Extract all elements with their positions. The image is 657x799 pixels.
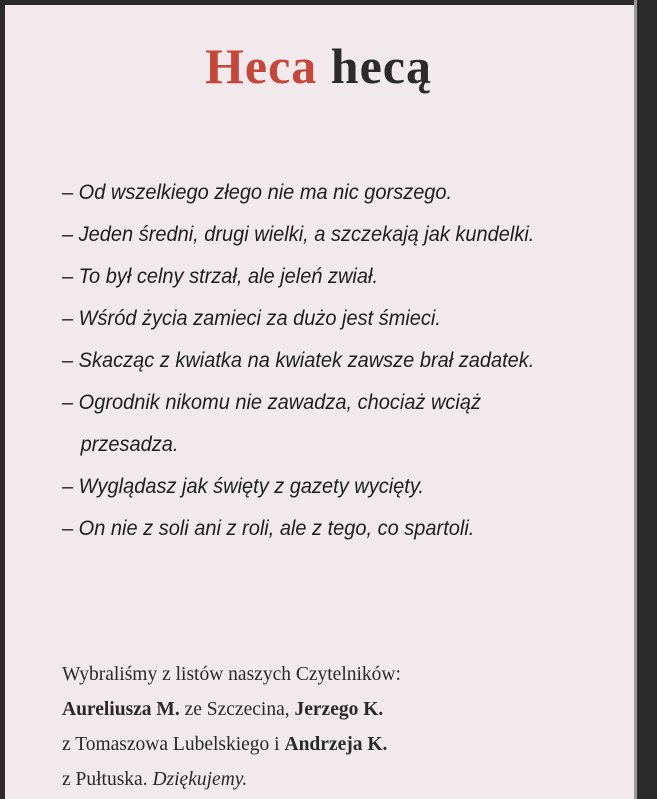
credits-footer — [62, 657, 622, 797]
credit-name: Andrzeja K. — [284, 734, 388, 755]
credit-place: z Pułtuska. — [62, 769, 148, 790]
saying-item: – Wyglądasz jak święty z gazety wycięty. — [62, 474, 424, 498]
border-left — [0, 0, 5, 799]
saying-item: – Wśród życia zamieci za dużo jest śmieci. — [62, 306, 441, 330]
credit-place: ze Szczecina, — [184, 699, 290, 720]
saying-item: – Od wszelkiego złego nie ma nic gorszego. — [62, 180, 453, 204]
border-right — [637, 0, 657, 799]
credit-name: Aureliusza M. — [62, 699, 180, 720]
credits-intro: Wybraliśmy z listów naszych Czytelników: — [62, 664, 401, 685]
saying-item: – On nie z soli ani z roli, ale z tego, co spartoli. — [62, 516, 475, 540]
saying-item: – To był celny strzał, ale jeleń zwiał. — [62, 264, 378, 288]
thanks-text: Dziękujemy. — [152, 769, 248, 790]
saying-item: – Jeden średni, drugi wielki, a szczekają jak kundelki. — [62, 222, 535, 246]
credit-place: z Tomaszowa Lubelskiego i — [62, 734, 280, 755]
saying-item: – Ogrodnik nikomu nie zawadza, chociaż wciąż przesadza. — [62, 390, 481, 456]
title-accent-word: Heca — [205, 38, 318, 94]
border-top — [0, 0, 657, 5]
title-rest: hecą — [330, 38, 432, 94]
page-title — [0, 36, 637, 96]
sayings-list — [62, 171, 546, 549]
saying-item: – Skacząc z kwiatka na kwiatek zawsze brał zadatek. — [62, 348, 535, 372]
credit-name: Jerzego K. — [294, 699, 384, 720]
